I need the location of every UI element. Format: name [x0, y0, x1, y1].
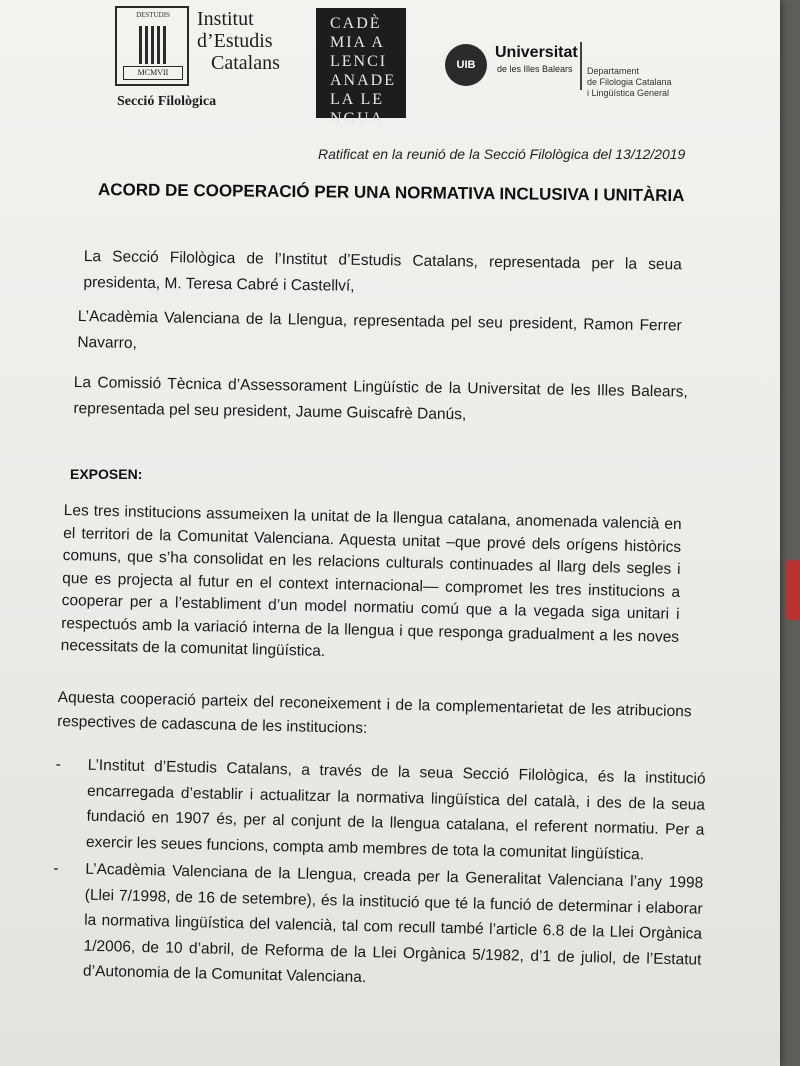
party-paragraph: L’Acadèmia Valenciana de la Llengua, representada pel seu president, Ramon Ferrer Navarro, [77, 307, 682, 352]
iec-seal-year: MCMVII [123, 66, 183, 80]
avl-logo [316, 8, 406, 127]
section-heading: EXPOSEN: [70, 466, 143, 482]
uib-department [587, 66, 672, 99]
background-object [786, 560, 800, 620]
iec-name-line: Catalans [211, 52, 280, 74]
avl-line: MIA A [330, 34, 385, 51]
party-paragraph: La Secció Filològica de l’Institut d’Estudis Catalans, representada per la seua presidenta, M. Teresa Cabré i Castellví, [83, 247, 682, 295]
list-item [54, 752, 706, 869]
iec-name-line: d’Estudis [197, 30, 273, 52]
body-paragraph: Aquesta cooperació parteix del reconeixement i de la complementarietat de les atribucions respectives de cadascuna de les institucions: [57, 688, 692, 738]
party-paragraph: La Comissió Tècnica d’Assessorament Lingüístic de la Universitat de les Illes Balears, representada pel seu president, Jaume Guiscafrè Danús, [73, 373, 688, 424]
bullet-marker: - [55, 755, 62, 774]
bullet-marker: - [53, 859, 59, 878]
attributions-list [51, 752, 706, 1000]
list-item-text: L’Institut d’Estudis Catalans, a través de la seua Secció Filològica, és la institució encarregada d’establir i actualitzar la normativa lingüística del català, i des de la seua fundació en 1907 és, per al conjunt de la llengua catalana, el referent normatiu. Per a exercir les seues funcions, compta amb membres de tota la comunitat lingüística. [85, 756, 706, 863]
uib-dept-line: Departament [587, 66, 640, 76]
list-item [51, 856, 704, 998]
iec-name [197, 8, 280, 74]
document-title: ACORD DE COOPERACIÓ PER UNA NORMATIVA INCLUSIVA I UNITÀRIA [97, 180, 685, 206]
uib-dept-line: de Filologia Catalana [587, 77, 672, 87]
uib-logo [445, 42, 685, 122]
avl-line: NGUA [330, 110, 385, 127]
iec-seal-text: DESTUDIS [136, 11, 170, 19]
avl-line: CADÈ [330, 15, 382, 32]
uib-name: Universitat [495, 44, 578, 61]
avl-line: LENCI [330, 53, 388, 70]
avl-line: LA LE [330, 91, 384, 108]
uib-dept-line: i Lingüística General [587, 88, 670, 98]
uib-subname: de les Illes Balears [497, 64, 573, 74]
iec-name-line: Institut [197, 8, 254, 30]
ratification-note: Ratificat en la reunió de la Secció Filològica del 13/12/2019 [318, 146, 686, 162]
iec-section: Secció Filològica [117, 94, 217, 109]
list-item-text: L’Acadèmia Valenciana de la Llengua, creada per la Generalitat Valenciana l’any 1998 (Llei 7/1998, de 16 de setembre), és la institució que té la funció de determinar i elaborar la normativa lingüística del valencià, tal com recull també l’article 6.8 de la Llei Orgànica 1/2006, de 10 d’abril, de Reforma de la Llei Orgànica 5/1982, d’1 de juliol, de l’Estatut d’Autonomia de la Comunitat Valenciana. [82, 860, 704, 987]
uib-badge-icon: UIB [445, 44, 487, 86]
avl-line: ANADE [330, 72, 396, 89]
body-paragraph: Les tres institucions assumeixen la unitat de la llengua catalana, anomenada valencià en el territori de la Comunitat Valenciana. Aquesta unitat –que prové dels orígens històrics comuns, que s’ha consolidat en les relacions culturals continuades al llarg dels segles i que es projecta al futur en el context internacional— compromet les tres institucions a cooperar per a l’establiment d’un model normatiu comú que a la vegada siga unitari i respectuós amb la variació interna de la llengua i que responga gradualment a les noves necessitats de la comunitat lingüística. [60, 501, 682, 660]
iec-logo [115, 6, 295, 116]
iec-seal-icon [115, 6, 189, 86]
